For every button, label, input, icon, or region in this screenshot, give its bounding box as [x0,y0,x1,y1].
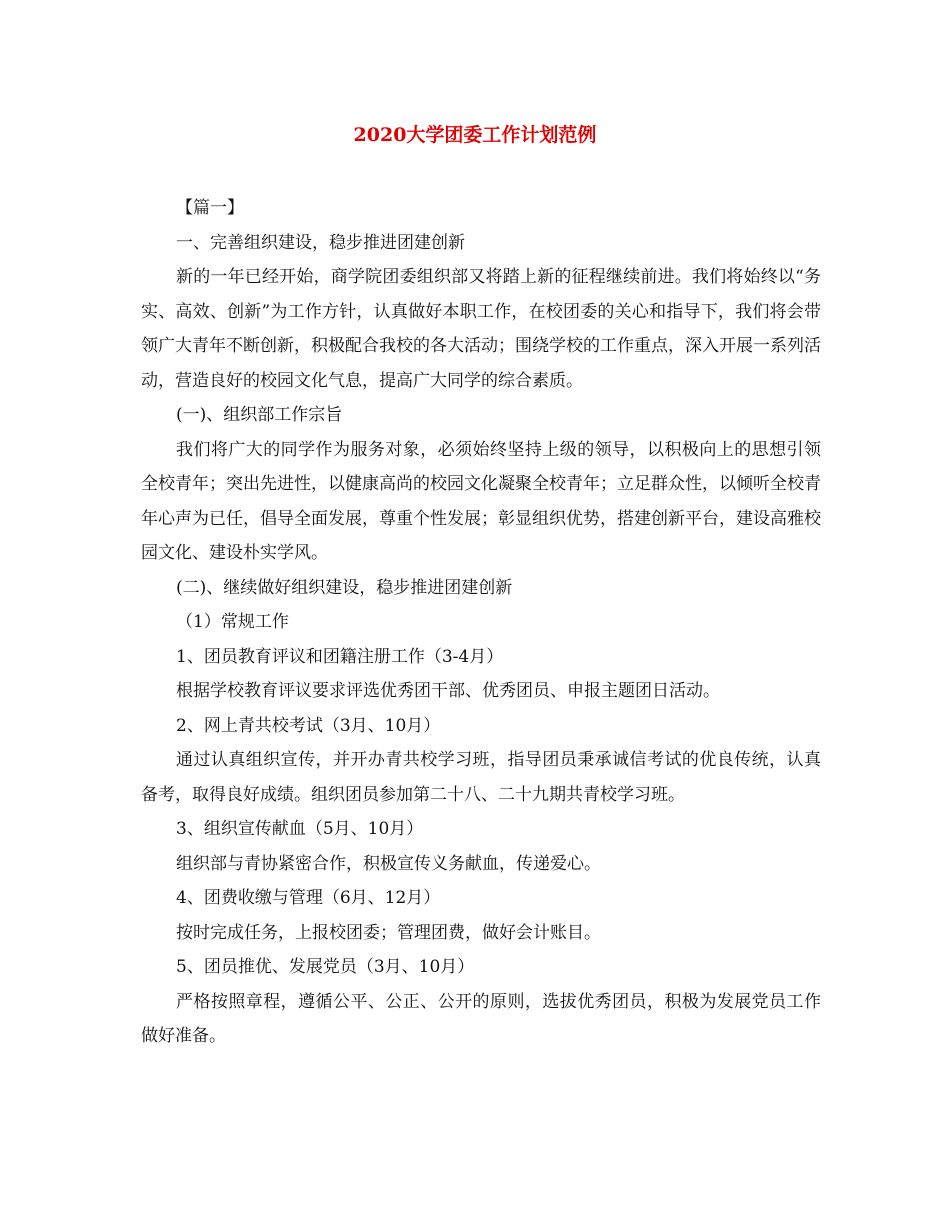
document-body [141,191,821,1054]
subheading-2: (二)、继续做好组织建设，稳步推进团建创新 [176,577,513,598]
item-text-4: 按时完成任务，上报校团委；管理团费，做好会计账目。 [176,922,601,943]
item-heading-4: 4、团费收缴与管理（6月、12月） [176,888,441,908]
paragraph-intro: 新的一年已经开始，商学院团委组织部又将踏上新的征程继续前进。我们将始终以“务实、高效、创新”为工作方针，认真做好本职工作，在校团委的关心和指导下，我们将会带领广大青年不断创新，积极配合我校的各大活动；围绕学校的工作重点，深入开展一系列活动，营造良好的校园文化气息，提高广大同学的综合素质。 [141,267,821,391]
document-title: 2020大学团委工作计划范例 [353,124,597,146]
item-heading-3: 3、组织宣传献血（5月、10月） [176,819,424,839]
item-text-1: 根据学校教育评议要求评选优秀团干部、优秀团员、申报主题团日活动。 [176,681,720,701]
section-label: 【篇一】 [176,198,244,218]
item-heading-1: 1、团员教育评议和团籍注册工作（3-4月） [176,646,504,667]
heading-1: 一、完善组织建设，稳步推进团建创新 [176,232,465,253]
subheading-1: (一)、组织部工作宗旨 [176,405,343,425]
item-text-5: 严格按照章程，遵循公平、公正、公开的原则，选拔优秀团员，积极为发展党员工作做好准备。 [141,991,821,1046]
item-heading-2: 2、网上青共校考试（3月、10月） [176,715,441,736]
item-heading-5: 5、团员推优、发展党员（3月、10月） [176,957,475,977]
item-text-3: 组织部与青协紧密合作，积极宣传义务献血，传递爱心。 [176,853,601,874]
item-text-2: 通过认真组织宣传，并开办青共校学习班，指导团员秉承诚信考试的优良传统，认真备考，取得良好成绩。组织团员参加第二十八、二十九期共青校学习班。 [141,750,821,805]
subheading-routine: （1）常规工作 [176,612,289,632]
paragraph-purpose: 我们将广大的同学作为服务对象，必须始终坚持上级的领导，以积极向上的思想引领全校青年；突出先进性，以健康高尚的校园文化凝聚全校青年；立足群众性，以倾听全校青年心声为已任，倡导全面发展，尊重个性发展；彰显组织优势，搭建创新平台，建设高雅校园文化、建设朴实学风。 [141,439,821,563]
